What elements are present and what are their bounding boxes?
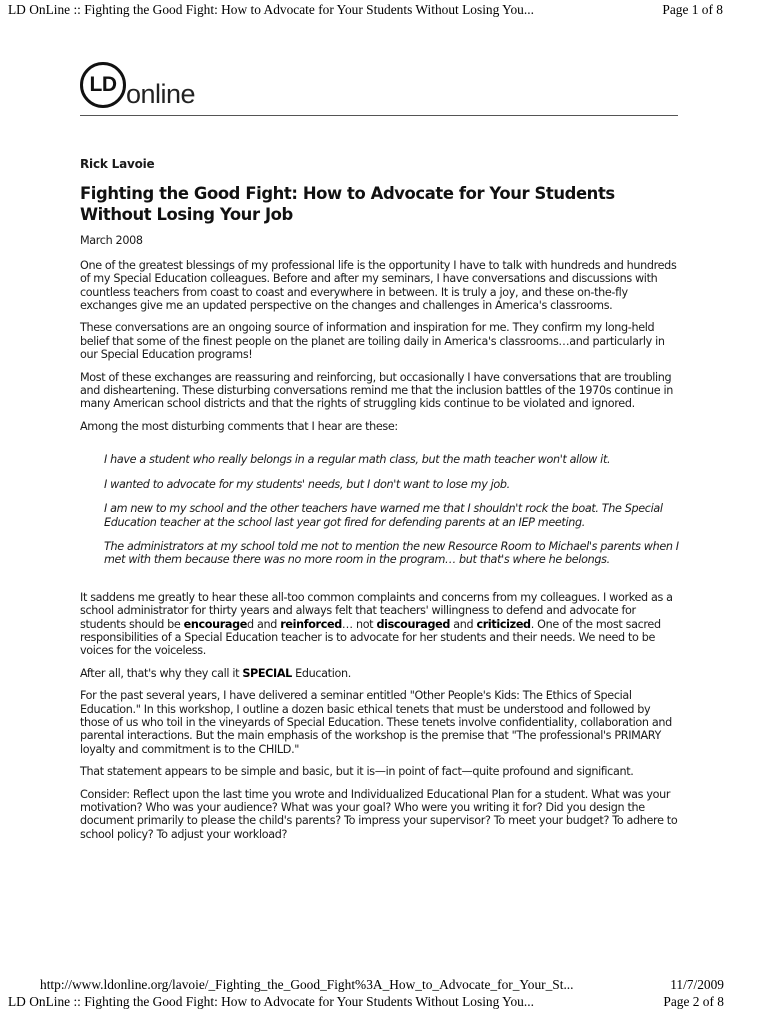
- logo-circle-text: LD: [89, 73, 117, 96]
- logo-wordmark: online: [126, 79, 196, 109]
- paragraph-3: Most of these exchanges are reassuring and reinforcing, but occasionally I have conversations that are troubling and disheartening. These disturbing conversations remind me that the inclusion battles of the 1970s continue in many American school districts and that the rights of struggling kids continue to be violated and ignored.: [80, 370, 673, 411]
- quote-item: I am new to my school and the other teachers have warned me that I shouldn't rock the boat. The Special Education teacher at the school last year got fired for defending parents at an IEP meeting.: [104, 502, 663, 529]
- paragraph-6-text: After all, that's why they call it: [80, 666, 243, 680]
- article-date: March 2008: [80, 234, 143, 248]
- print-header: [8, 2, 723, 18]
- emphasis-special: SPECIAL: [242, 666, 292, 680]
- header-divider: [80, 115, 678, 116]
- paragraph-1: One of the greatest blessings of my professional life is the opportunity I have to talk with hundreds and hundreds of my Special Education colleagues. Before and after my seminars, I have conversations and discussions with countless teachers from coast to coast and everywhere in between. It is truly a joy, and these on-the-fly exchanges give me an updated perspective on the changes and challenges in America's classrooms.: [80, 258, 677, 313]
- article: [80, 158, 680, 850]
- paragraph-9: Consider: Reflect upon the last time you wrote and Individualized Educational Plan for a student. What was your motivation? Who was your audience? What was your goal? Who were you writing it for? Did you design the document primarily to please the child's parents? To impress your supervisor? To meet your budget? To adhere to school policy? To adjust your workload?: [80, 787, 678, 841]
- quote-item: I have a student who really belongs in a regular math class, but the math teacher won't allow it.: [104, 453, 611, 467]
- emphasis-criticized: criticized: [476, 617, 531, 631]
- paragraph-2: These conversations are an ongoing source of information and inspiration for me. They confirm my long-held belief that some of the finest people on the planet are toiling daily in America's classrooms…and particularly in our Special Education programs!: [80, 321, 665, 362]
- emphasis-encouraged: encourage: [183, 617, 248, 631]
- print-footer-url[interactable]: http://www.ldonline.org/lavoie/_Fighting_the_Good_Fight%3A_How_to_Advocate_for_Your_St...: [40, 977, 574, 992]
- next-page-number: Page 2 of 8: [663, 994, 724, 1009]
- paragraph-4: Among the most disturbing comments that I hear are these:: [80, 419, 398, 433]
- print-header-page-number: Page 1 of 8: [662, 2, 723, 17]
- print-footer: [8, 977, 724, 1011]
- paragraph-5-text: It saddens me greatly to hear these all-too common complaints and concerns from my colleagues. I worked as a school administrator for thirty years and always felt that teachers' willingness to defend and advocate for students should be: [80, 590, 673, 631]
- footer-url-row: [40, 977, 724, 994]
- footer-next-page-header: [8, 994, 724, 1011]
- quote-item: I wanted to advocate for my students' needs, but I don't want to lose my job.: [104, 477, 510, 491]
- quote-item: The administrators at my school told me not to mention the new Resource Room to Michael's parents when I met with them because there was no more room in the program… but that's where he belongs.: [104, 539, 679, 567]
- quote-list: [104, 453, 680, 566]
- next-page-title: LD OnLine :: Fighting the Good Fight: How to Advocate for Your Students Without Losing You...: [8, 994, 534, 1009]
- emphasis-reinforced: reinforced: [280, 617, 342, 631]
- print-header-title: LD OnLine :: Fighting the Good Fight: How to Advocate for Your Students Without Losing You...: [8, 2, 534, 17]
- logo-circle: [80, 62, 126, 108]
- emphasis-discouraged: discouraged: [376, 617, 451, 631]
- paragraph-5-text: … not: [341, 617, 377, 631]
- paragraph-8: That statement appears to be simple and basic, but it is—in point of fact—quite profound and significant.: [80, 765, 634, 779]
- paragraph-5-text: d and: [247, 617, 281, 631]
- article-author: Rick Lavoie: [80, 157, 155, 171]
- paragraph-5-text: . One of the most sacred responsibilities of a Special Education teacher is to advocate for her students and their needs. We need to be voices for the voiceless.: [80, 617, 661, 658]
- paragraph-6-text: Education.: [291, 666, 351, 680]
- article-title: Fighting the Good Fight: How to Advocate for Your Students Without Losing Your Job: [80, 184, 615, 224]
- paragraph-5: [80, 591, 680, 658]
- paragraph-6: [80, 667, 680, 680]
- print-footer-date: 11/7/2009: [670, 977, 724, 992]
- paragraph-7: For the past several years, I have delivered a seminar entitled "Other People's Kids: The Ethics of Special Education." In this workshop, I outline a dozen basic ethical tenets that must be understood and followed by those of us who toil in the vineyards of Special Education. These tenets involve confidentiality, collaboration and parental interactions. But the main emphasis of the workshop is the premise that "The professional's PRIMARY loyalty and commitment is to the CHILD.": [80, 689, 672, 756]
- ld-online-logo[interactable]: [80, 62, 220, 110]
- paragraph-5-text: and: [450, 617, 477, 631]
